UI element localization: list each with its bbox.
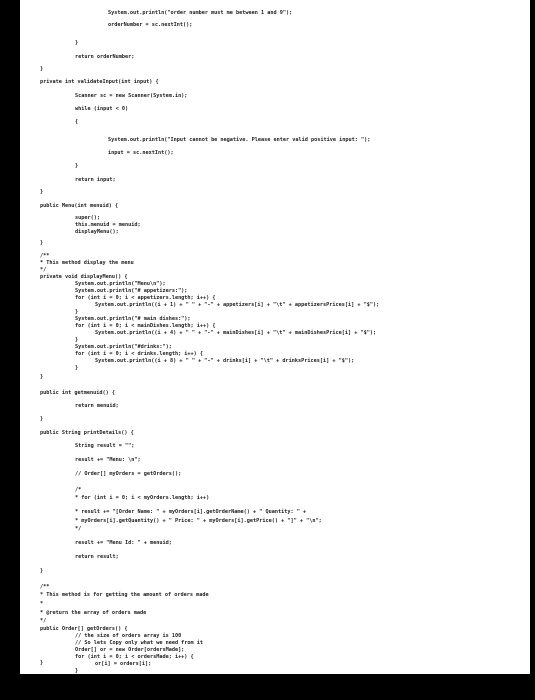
- code-line: private void displayMenu() {: [40, 274, 128, 280]
- code-line: super();: [75, 215, 100, 221]
- code-line: displayMenu();: [75, 229, 119, 235]
- code-line: * result += "[Order Name: " + myOrders[i].getOrderName() + " Quantity: " +: [75, 509, 307, 515]
- bottom-bar: [0, 674, 535, 700]
- code-line: /**: [40, 253, 50, 259]
- code-line: System.out.println((i + 1) + " " + "-" + appetizers[i] + "\t" + appetizersPrices[i] + "$");: [95, 302, 380, 308]
- document-page: [20, 0, 530, 674]
- code-line: orderNumber = sc.nextInt();: [108, 22, 193, 28]
- code-line: this.menuid = menuid;: [75, 222, 141, 228]
- code-line: }: [75, 163, 79, 169]
- code-line: public String printDetails() {: [40, 430, 134, 436]
- code-line: result += "Menu Id: " + menuid;: [75, 540, 172, 546]
- code-line: * @return the array of orders made: [40, 610, 147, 616]
- code-line: for (int i = 0; i < drinks.length; i++) {: [75, 351, 204, 357]
- code-line: */: [40, 267, 47, 273]
- code-line: // the size of orders array is 100: [75, 633, 182, 639]
- code-line: private int validateInput(int input) {: [40, 79, 159, 85]
- code-line: * myOrders[i].getQuantity() + " Price: " + myOrders[i].getPrice() + "]" + "\n";: [75, 518, 322, 524]
- code-line: }: [40, 568, 44, 574]
- code-line: System.out.println("#drinks:");: [75, 344, 172, 350]
- code-line: for (int i = 0; i < mainDishes.length; i++) {: [75, 323, 216, 329]
- code-line: result += "Menu: \n";: [75, 457, 141, 463]
- code-line: */: [75, 526, 82, 532]
- code-line: System.out.println("Menu\n");: [75, 281, 166, 287]
- code-line: // So lets Copy only what we need from it: [75, 640, 204, 646]
- code-line: public Order[] getOrders() {: [40, 626, 128, 632]
- code-line: /**: [40, 584, 50, 590]
- code-line: * This method is for getting the amount of orders made: [40, 592, 209, 598]
- code-line: }: [40, 660, 44, 666]
- code-line: System.out.println("order number must me between 1 and 9");: [108, 10, 293, 16]
- code-line: /*: [75, 487, 82, 493]
- code-line: while (input < 0): [75, 106, 129, 112]
- code-line: System.out.println("Input cannot be negative. Please enter valid positive input: ");: [108, 137, 371, 143]
- code-line: or[i] = orders[i];: [95, 661, 152, 667]
- code-line: Scanner sc = new Scanner(System.in);: [75, 93, 188, 99]
- code-line: }: [40, 240, 44, 246]
- code-line: }: [40, 374, 44, 380]
- code-line: }: [75, 337, 79, 343]
- code-line: String result = "";: [75, 443, 135, 449]
- code-line: * for (int i = 0; i < myOrders.length; i++): [75, 495, 210, 501]
- code-line: return input;: [75, 177, 116, 183]
- code-line: }: [75, 365, 79, 371]
- code-line: for (int i = 0; i < appetizers.length; i++) {: [75, 295, 216, 301]
- code-line: public int getmenuid() {: [40, 390, 115, 396]
- code-line: System.out.println("# appetizers:");: [75, 288, 188, 294]
- code-line: */: [40, 618, 47, 624]
- code-line: {: [75, 119, 79, 125]
- code-line: }: [75, 309, 79, 315]
- code-line: }: [40, 416, 44, 422]
- code-line: System.out.println((i + 8) + " " + "-" + drinks[i] + "\t" + drinksPrices[i] + "$");: [95, 358, 355, 364]
- code-line: }: [75, 668, 79, 674]
- code-line: System.out.println("# main dishes:");: [75, 316, 191, 322]
- code-line: Order[] or = new Order[ordersMade];: [75, 647, 185, 653]
- code-line: public Menu(int menuid) {: [40, 203, 119, 209]
- code-line: return orderNumber;: [75, 54, 135, 60]
- code-line: for (int i = 0; i < ordersMade; i++) {: [75, 654, 194, 660]
- code-line: * This method display the menu: [40, 260, 134, 266]
- code-line: input = sc.nextInt();: [108, 150, 174, 156]
- code-line: // Order[] myOrders = getOrders();: [75, 471, 182, 477]
- code-line: return result;: [75, 554, 119, 560]
- code-line: *: [40, 601, 44, 607]
- code-line: System.out.println((i + 4) + " " + "-" + mainDishes[i] + "\t" + mainDishesPrice[i] + "$");: [95, 330, 377, 336]
- code-line: }: [40, 66, 44, 72]
- code-line: return menuid;: [75, 403, 119, 409]
- code-line: }: [75, 40, 79, 46]
- code-line: }: [40, 189, 44, 195]
